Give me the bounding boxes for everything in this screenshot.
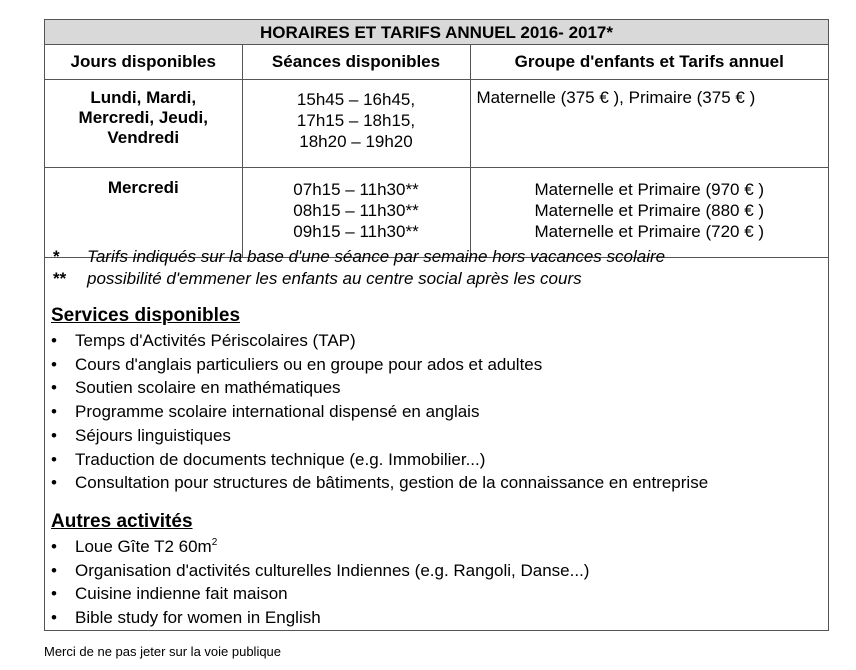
seance-line: 08h15 – 11h30** — [293, 201, 419, 220]
list-item — [51, 424, 708, 448]
table-row — [45, 168, 828, 258]
header-groups: Groupe d'enfants et Tarifs annuel — [470, 45, 828, 80]
list-item — [51, 353, 708, 377]
bullet-icon: • — [51, 425, 57, 445]
gite-superscript: 2 — [211, 537, 218, 548]
seance-line: 18h20 – 19h20 — [299, 132, 413, 151]
list-item — [51, 471, 708, 495]
header-seances: Séances disponibles — [242, 45, 470, 80]
list-item-text: Traduction de documents technique (e.g. Immobilier...) — [75, 449, 486, 469]
footnotes — [53, 246, 665, 290]
schedule-title: HORAIRES ET TARIFS ANNUEL 2016- 2017* — [45, 20, 828, 45]
list-item-text: Cours d'anglais particuliers ou en groupe pour ados et adultes — [75, 354, 543, 374]
group-line: Maternelle et Primaire (970 € ) — [534, 180, 765, 199]
bullet-icon: • — [51, 354, 57, 374]
bullet-icon: • — [51, 473, 57, 493]
bullet-icon: • — [51, 537, 57, 556]
footnote — [53, 246, 665, 268]
days-cell — [45, 80, 242, 168]
schedule-table — [45, 45, 828, 258]
bullet-icon: • — [51, 378, 57, 398]
bullet-icon: • — [51, 560, 57, 580]
groups-cell — [470, 168, 828, 258]
header-days: Jours disponibles — [45, 45, 242, 80]
footnote-text: possibilité d'emmener les enfants au centre social après les cours — [87, 269, 582, 288]
footnote-mark: ** — [53, 269, 67, 288]
list-item — [51, 400, 708, 424]
activities-list — [51, 535, 589, 630]
days-line: Vendredi — [107, 128, 180, 147]
bullet-icon: • — [51, 402, 57, 422]
group-line: Maternelle et Primaire (880 € ) — [534, 201, 765, 220]
seances-cell — [242, 168, 470, 258]
group-line: Maternelle (375 € ), Primaire (375 € ) — [476, 88, 756, 107]
seance-line: 07h15 – 11h30** — [293, 180, 419, 199]
list-item-text: Soutien scolaire en mathématiques — [75, 378, 341, 398]
services-list — [51, 329, 708, 495]
list-item-text: Cuisine indienne fait maison — [75, 584, 288, 604]
group-line: Maternelle et Primaire (720 € ) — [534, 222, 765, 241]
list-item — [51, 329, 708, 353]
days-line: Mercredi, Jeudi, — [78, 108, 208, 127]
groups-cell — [470, 80, 828, 168]
list-item-text: Organisation d'activités culturelles Indiennes (e.g. Rangoli, Danse...) — [75, 560, 590, 580]
gite-text: Loue Gîte T2 60m — [75, 537, 212, 556]
list-item — [51, 376, 708, 400]
list-item — [51, 559, 589, 583]
services-title: Services disponibles — [51, 305, 241, 326]
table-row — [45, 80, 828, 168]
flyer-frame — [44, 19, 829, 631]
footnote — [53, 268, 665, 290]
footnote-text: Tarifs indiqués sur la base d'une séance par semaine hors vacances scolaire — [87, 247, 666, 266]
seance-line: 09h15 – 11h30** — [293, 222, 419, 241]
list-item-text: Programme scolaire international dispensé en anglais — [75, 402, 480, 422]
list-item — [51, 448, 708, 472]
activities-title: Autres activités — [51, 511, 193, 532]
bullet-icon: • — [51, 608, 57, 628]
list-item-text: Temps d'Activités Périscolaires (TAP) — [75, 331, 356, 350]
list-item-text: Bible study for women in English — [75, 608, 321, 628]
list-item-text: Séjours linguistiques — [75, 425, 231, 445]
list-item-text — [75, 535, 217, 559]
seance-line: 17h15 – 18h15, — [296, 111, 416, 130]
days-cell — [45, 168, 242, 258]
list-item — [51, 606, 589, 630]
bullet-icon: • — [51, 584, 57, 604]
seances-cell — [242, 80, 470, 168]
bullet-icon: • — [51, 331, 57, 350]
days-line: Lundi, Mardi, — [90, 88, 197, 107]
list-item — [51, 535, 589, 559]
seance-line: 15h45 – 16h45, — [296, 90, 416, 109]
table-header-row — [45, 45, 828, 80]
footer-note: Merci de ne pas jeter sur la voie publique — [44, 644, 282, 659]
list-item-text: Consultation pour structures de bâtiments, gestion de la connaissance en entreprise — [75, 473, 709, 493]
footnote-mark: * — [53, 247, 60, 266]
bullet-icon: • — [51, 449, 57, 469]
days-line: Mercredi — [107, 178, 179, 197]
list-item — [51, 582, 589, 606]
